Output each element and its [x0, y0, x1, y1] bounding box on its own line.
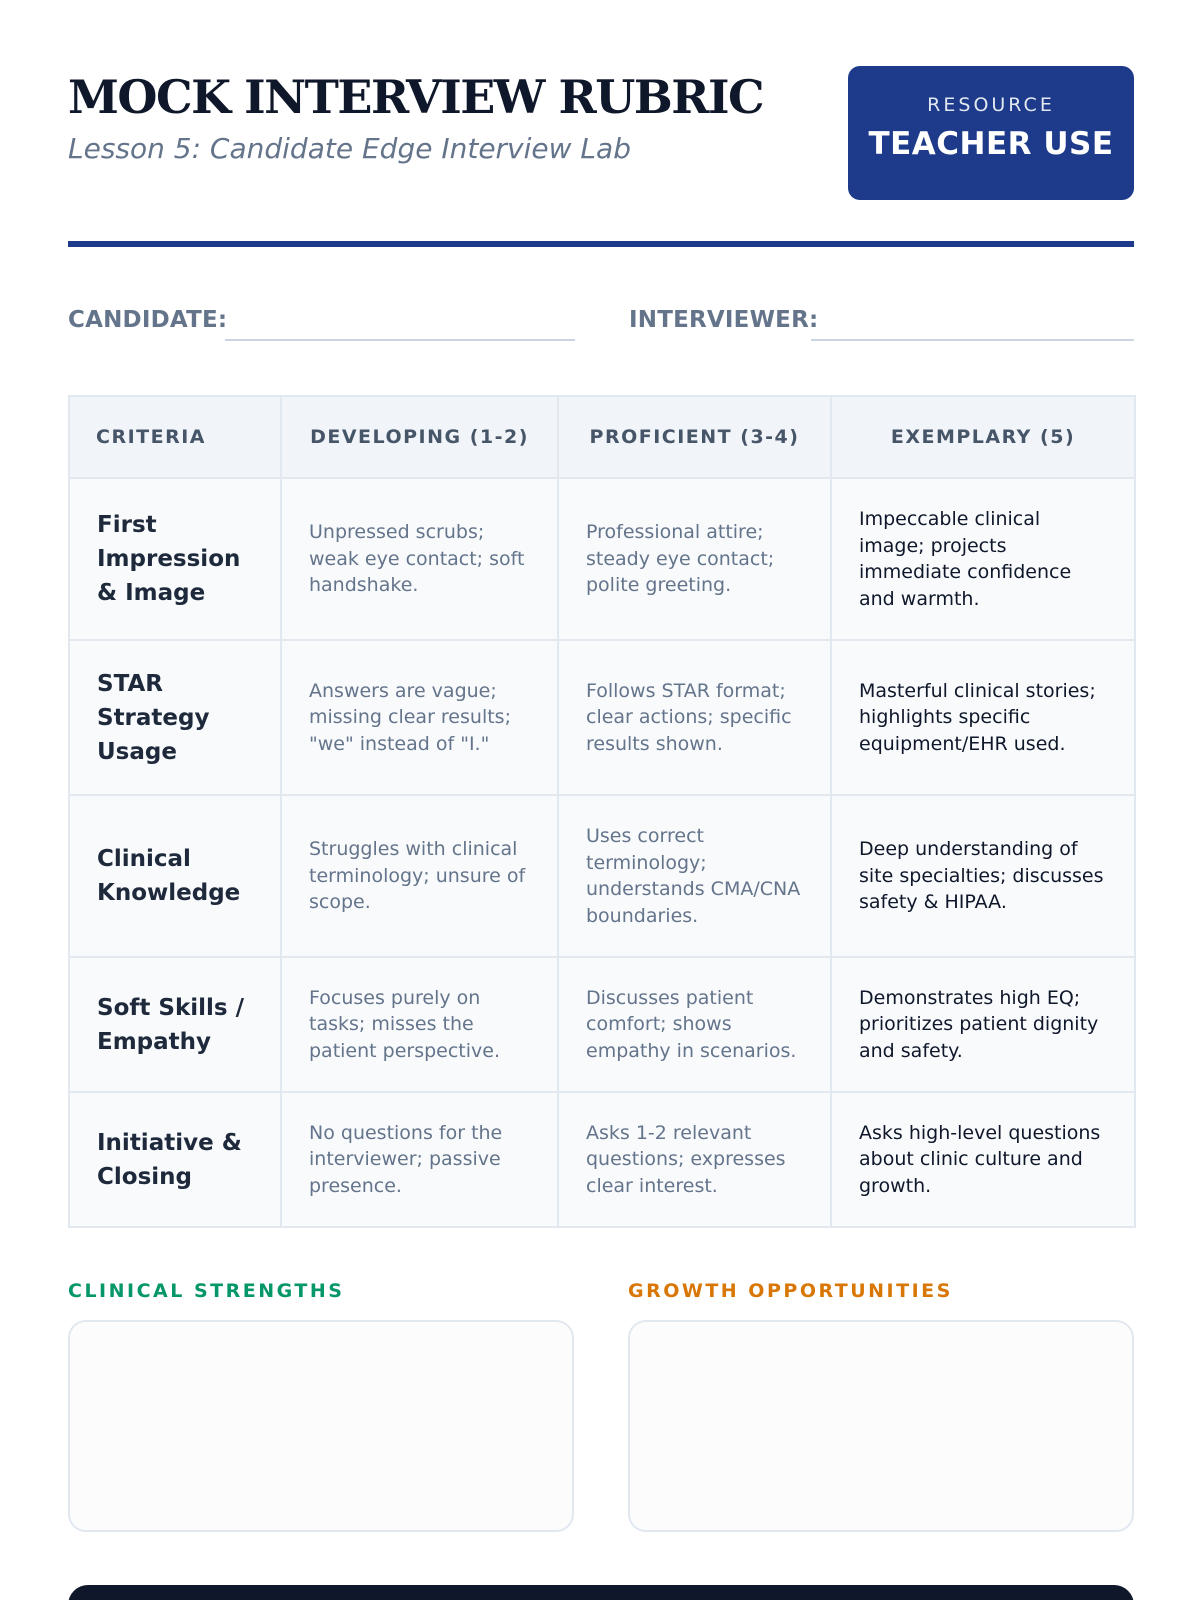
table-row: [69, 640, 1135, 795]
table-row: [69, 795, 1135, 957]
growth-opportunities-box[interactable]: [628, 1320, 1134, 1532]
criteria-cell: First Impression & Image: [69, 478, 281, 640]
candidate-field[interactable]: [225, 339, 575, 341]
proficient-cell: Asks 1-2 relevant questions; expresses clear interest.: [558, 1092, 831, 1227]
exemplary-cell: Impeccable clinical image; projects immediate confidence and warmth.: [831, 478, 1135, 640]
candidate-label: CANDIDATE:: [68, 307, 228, 333]
developing-cell: Answers are vague; missing clear results; "we" instead of "I.": [281, 640, 558, 795]
developing-cell: Focuses purely on tasks; misses the patient perspective.: [281, 957, 558, 1092]
resource-badge: [848, 66, 1134, 200]
proficient-cell: Uses correct terminology; understands CMA/CNA boundaries.: [558, 795, 831, 957]
exemplary-cell: Demonstrates high EQ; prioritizes patient dignity and safety.: [831, 957, 1135, 1092]
growth-opportunities-label: GROWTH OPPORTUNITIES: [628, 1280, 953, 1302]
proficient-cell: Follows STAR format; clear actions; specific results shown.: [558, 640, 831, 795]
table-row: [69, 1092, 1135, 1227]
proficient-cell: Professional attire; steady eye contact; polite greeting.: [558, 478, 831, 640]
criteria-cell: Clinical Knowledge: [69, 795, 281, 957]
table-row: [69, 478, 1135, 640]
header-exemplary: EXEMPLARY (5): [831, 396, 1135, 478]
header-divider: [68, 241, 1134, 247]
document-header: [68, 66, 1134, 200]
proficient-cell: Discusses patient comfort; shows empathy in scenarios.: [558, 957, 831, 1092]
badge-label: TEACHER USE: [868, 126, 1114, 162]
header-developing: DEVELOPING (1-2): [281, 396, 558, 478]
criteria-cell: Soft Skills / Empathy: [69, 957, 281, 1092]
interviewer-field[interactable]: [811, 339, 1134, 341]
developing-cell: Unpressed scrubs; weak eye contact; soft handshake.: [281, 478, 558, 640]
developing-cell: No questions for the interviewer; passive presence.: [281, 1092, 558, 1227]
footer-bar: [68, 1585, 1134, 1600]
header-proficient: PROFICIENT (3-4): [558, 396, 831, 478]
clinical-strengths-box[interactable]: [68, 1320, 574, 1532]
criteria-cell: Initiative & Closing: [69, 1092, 281, 1227]
criteria-cell: STAR Strategy Usage: [69, 640, 281, 795]
header-criteria: CRITERIA: [69, 396, 281, 478]
badge-kicker: RESOURCE: [927, 94, 1055, 116]
developing-cell: Struggles with clinical terminology; unsure of scope.: [281, 795, 558, 957]
page-subtitle: Lesson 5: Candidate Edge Interview Lab: [68, 132, 631, 165]
page-title: MOCK INTERVIEW RUBRIC: [68, 70, 764, 124]
exemplary-cell: Asks high-level questions about clinic culture and growth.: [831, 1092, 1135, 1227]
exemplary-cell: Deep understanding of site specialties; discusses safety & HIPAA.: [831, 795, 1135, 957]
rubric-table: [68, 395, 1136, 1228]
interviewer-label: INTERVIEWER:: [629, 307, 819, 333]
table-row: [69, 957, 1135, 1092]
rubric-header-row: [69, 396, 1135, 478]
exemplary-cell: Masterful clinical stories; highlights specific equipment/EHR used.: [831, 640, 1135, 795]
clinical-strengths-label: CLINICAL STRENGTHS: [68, 1280, 345, 1302]
